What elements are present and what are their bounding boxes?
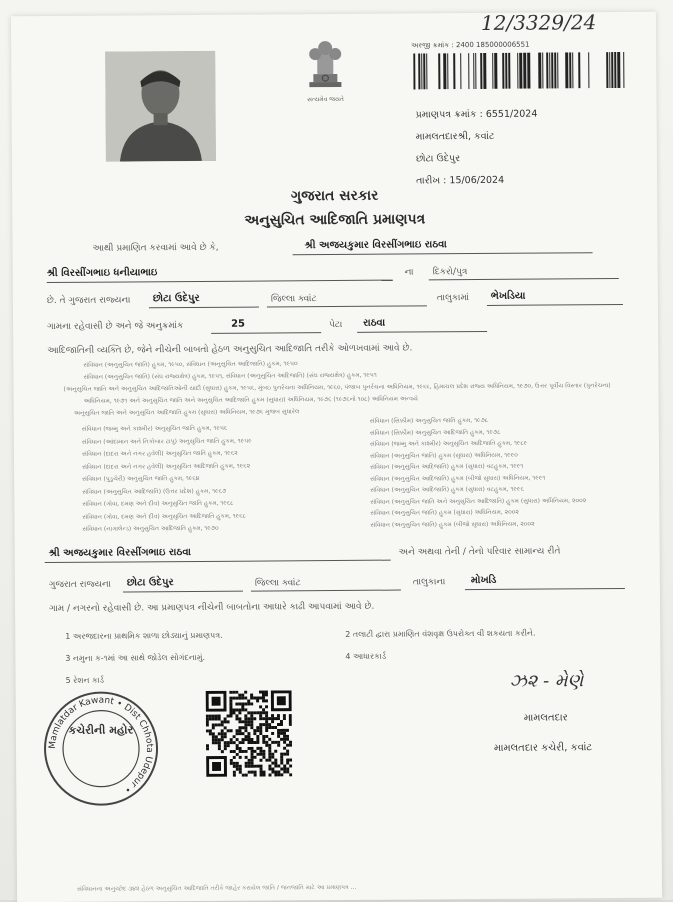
son-label: દિકરો/પુત્ર: [432, 267, 468, 278]
basis-statement: ગામ / નગરનો રહેવાસી છે. આ પ્રમાણપત્ર નીચેની બાબતોના આધારે કાઢી આપવામાં આવે છે.: [49, 601, 375, 615]
residence-state: ગુજરાત રાજ્યના: [48, 579, 111, 591]
tribe-statement: આદિજાતિની વ્યક્તિ છે, જેને નીચેની બાબતો હેઠળ અનુસુચિત આદિજાતિ તરીકે ઓળખવામાં આવે છે.: [47, 343, 413, 357]
office-stamp: [42, 689, 161, 808]
district-underline: [149, 307, 259, 309]
orders-block: [63, 358, 643, 422]
order-line: સંવિધાન (અનુસુચિત જાતિ) હુકમ, ૧૯૫૦, સંવિધાન (અનુસુચિત આદિજાતિ) હુકમ, ૧૯૫૦: [83, 360, 298, 369]
stamp-ring-text: Mamlatdar Kawant • Dist Chhota Udepur •: [47, 695, 155, 795]
condition-1: 1 અરજદારના પ્રાથમિક શાળા છોડ્યાનું પ્રમાણપત્ર.: [65, 630, 223, 641]
residence-name-underline: [45, 560, 391, 563]
order-right-line: સંવિધાન (અનુસુચિત જાતિ) હુકમ (સુધારા) અધિનિયમ, ૧૯૯૦: [369, 451, 518, 460]
footer-note: સંવિધાનના અનુચ્છેદ ૩૪૨ હેઠળ અનુસુચિત આદિજાતિ તરીકે જાહેર કરાયેલ જાતિ / જનજાતિ માટે આ પ્રમાણપત્ર ...: [76, 883, 357, 893]
jilla-underline: [267, 305, 427, 307]
order-left-line: સંવિધાન (ગોવા, દમણ અને દીવ) અનુસુચિત જાતિ હુકમ, ૧૯૬૮: [82, 499, 234, 508]
handwritten-reference: 12/3329/24: [480, 10, 597, 35]
state-prefix: છે. તે ગુજરાત રાજ્યના: [46, 295, 131, 307]
name-underline: [293, 252, 593, 255]
condition-4: 4 આધારકાર્ડ: [345, 651, 387, 661]
certificate-title: અનુસુચિત આદિજાતિ પ્રમાણપત્ર: [244, 211, 426, 229]
tribe-name: રાઠવા: [363, 317, 386, 329]
tribe-underline: [357, 331, 487, 333]
order-right-line: સંવિધાન (જમ્મુ અને કાશ્મીર) અનુસુચિત આદિજાતિ હુકમ, ૧૯૮૯: [369, 439, 528, 448]
barcode-image: [413, 52, 631, 90]
issuing-district: છોટા ઉદેપુર: [415, 153, 461, 165]
signature-scribble: ઝ૨ - મેણે: [509, 670, 584, 692]
order-line: અધિનિયમ, ૧૯૭૧ અને અનુસુચિત જાતિ અને અનુસુચિત આદિજાતિ હુકમ (સુધારા) અધિનિયમ, ૧૯૭૬ (૧૯૭૬નો ૧૦૮) અધિનિયમ અન્વયે: [83, 395, 418, 405]
residence-jilla-underline: [251, 590, 401, 592]
orders-right-column: [370, 416, 631, 533]
government-heading: ગુજરાત સરકાર: [290, 187, 379, 205]
village-underline: [487, 304, 623, 306]
issuing-office: મામલતદારશ્રી, કવાંટ: [415, 130, 495, 143]
order-right-line: સંવિધાન (અનુસુચિત આદિજાતિ) હુકમ (સુધારા) વટહુકમ, ૧૯૯૬: [370, 485, 524, 494]
na-label: ના: [404, 267, 414, 278]
residence-district-underline: [123, 591, 243, 593]
stamp-center-text: કચેરીની મહોર: [68, 723, 134, 737]
condition-3: 3 નમુના ક-૧માં આ સાથે જોડેલ સોગંદનામું.: [65, 652, 206, 663]
signatory-title: મામલતદાર: [523, 712, 568, 724]
family-label: અને અથવા તેની / તેનો પરિવાર સામાન્ય રીતે: [398, 546, 561, 558]
certify-intro: આથી પ્રમાણિત કરવામાં આવે છે કે,: [92, 242, 219, 254]
condition-5: 5 રેશન કાર્ડ: [65, 675, 105, 685]
order-left-line: સંવિધાન (પુડુચેરી) અનુસુચિત જાતિ હુકમ, ૧૯૬૪: [82, 474, 200, 483]
district-value: છોટા ઉદેપુર: [152, 292, 200, 305]
order-left-line: સંવિધાન (અનુસુચિત આદિજાતિ) (ઉત્તર પ્રદેશ) હુકમ, ૧૯૬૭: [82, 487, 227, 496]
order-line: (અનુસુચિત જાતિ અને અનુસુચિત આદિજાતિઓની યાદી (સુધારા) હુકમ, ૧૯૫૬, મુંબઇ પુનર્રચના અધિનિયમ, ૧૯૬૦, પંજાબ પુનર્રચના અધિનિયમ, ૧૯૬૬, હિમાચલ પ્રદેશ રાજ્ય અધિનિયમ, ૧૯૭૦, ઉત્તર પૂર્વીય વિસ્તાર (પુનર્રચના): [63, 382, 611, 393]
residence-jilla: જિલ્લા ક્વાંટ: [254, 578, 301, 589]
order-left-line: સંવિધાન (આંદામાન અને નિકોબાર ટાપુ) અનુસુચિત જાતિ હુકમ, ૧૯૫૯: [81, 437, 252, 446]
order-right-line: સંવિધાન (અનુસુચિત આદિજાતિ) હુકમ (બીજો સુધારા) અધિનિયમ, ૧૯૯૧: [370, 474, 546, 483]
residence-district: છોટા ઉદેપુર: [126, 577, 174, 589]
jilla-label: જિલ્લા ક્વાંટ: [270, 294, 317, 305]
order-right-line: સંવિધાન (અનુસુચિત આદિજાતિ) હુકમ (સુધારા) વટહુકમ, ૧૯૯૧: [370, 462, 524, 471]
order-right-line: સંવિધાન (અનુસુચિત જાતિ) હુકમ (સુધારા) અધિનિયમ, ૨૦૦૨: [370, 508, 519, 517]
order-left-line: સંવિધાન (નાગાલેન્ડ) અનુસુચિત આદિજાતિ હુકમ, ૧૯૭૦: [82, 524, 219, 533]
applicant-photo: [105, 51, 216, 162]
order-left-line: સંવિધાન (ગોવા, દમણ અને દીવ) અનુસુચિત આદિજાતિ હુકમ, ૧૯૬૮: [82, 512, 246, 521]
condition-2: 2 તલાટી દ્વારા પ્રમાણિત વંશવૃક્ષ ઉપરોક્ત વી શકયતા કરીને.: [345, 628, 536, 639]
order-right-line: સંવિધાન (સિક્કીમ) અનુસુચિત જાતિ હુકમ, ૧૯૭૮: [369, 416, 489, 425]
barcode-number: અરજી ક્રમાંક : 2400 185000006551: [411, 40, 530, 50]
order-right-line: સંવિધાન (અનુસુચિત જાતિ અને અનુસુચિત આદિજાતિ) હુકમ (સુધારા) અધિનિયમ, ૨૦૦૨: [370, 496, 587, 506]
residence-village-underline: [465, 588, 625, 590]
certificate-sheet: [11, 12, 662, 902]
taluka-label: તાલુકામાં: [436, 293, 470, 304]
applicant-name: શ્રી અજયકુમાર વિરસીંગભાઇ રાઠવા: [304, 239, 447, 252]
qr-code: [206, 690, 293, 777]
issue-date: તારીખ : 15/06/2024: [416, 174, 505, 187]
order-right-line: સંવિધાન (અનુસુચિત જાતિ) હુકમ (બીજો સુધારા) અધિનિયમ, ૨૦૦૨: [370, 520, 535, 529]
residence-name: શ્રી અજયકુમાર વિરસીંગભાઇ રાઠવા: [48, 547, 192, 560]
serial-underline: [211, 332, 321, 334]
order-left-line: સંવિધાન (જમ્મુ અને કાશ્મીર) અનુસુચિત જાતિ હુકમ, ૧૯૫૬: [81, 424, 228, 433]
order-line: અનુસુચિત જાતિ અને અનુસુચિત આદિજાતિ હુકમ (સુધારા) અધિનિયમ, ૧૯૭૬ મુજબ સુધારેલ: [73, 408, 300, 417]
orders-left-column: [82, 424, 343, 538]
emblem-caption: સત્યમેવ જયતે: [307, 95, 344, 104]
order-left-line: સંવિધાન (દાદરા અને નગર હવેલી) અનુસુચિત આદિજાતિ હુકમ, ૧૯૬૨: [82, 462, 251, 471]
residence-village: મોખડિ: [470, 574, 497, 587]
signatory-office: મામલતદાર કચેરી, કવાંટ: [493, 742, 593, 754]
resident-label: ગામના રહેવાસી છે અને જે અનુક્રમાંક: [47, 321, 184, 333]
village-value: ભેખડિયા: [490, 290, 526, 302]
residence-taluka: તાલુકાના: [412, 577, 446, 588]
order-right-line: સંવિધાન (સિક્કીમ) અનુસુચિત આદિજાતિ હુકમ, ૧૯૭૮: [369, 428, 501, 437]
father-name: શ્રી વિરસીંગભાઇ ધનીયાભાઇ: [46, 267, 158, 280]
serial-number: 25: [231, 318, 246, 330]
son-underline: [429, 278, 619, 280]
pet-label: પેટા: [329, 319, 343, 331]
father-underline: [47, 280, 393, 283]
certificate-number: પ્રમાણપત્ર ક્રમાંક : 6551/2024: [415, 108, 538, 121]
order-line: સંવિધાન (અનુસુચિત જાતિ) (સંઘ રાજ્યક્ષેત્ર) હુકમ, ૧૯૫૧, સંવિધાન (અનુસુચિત આદિજાતિ) (સંઘ રાજ્યક્ષેત્ર) હુકમ, ૧૯૫૧: [83, 371, 377, 381]
order-left-line: સંવિધાન (દાદરા અને નગર હવેલી) અનુસુચિત જાતિ હુકમ, ૧૯૬૨: [81, 449, 238, 458]
